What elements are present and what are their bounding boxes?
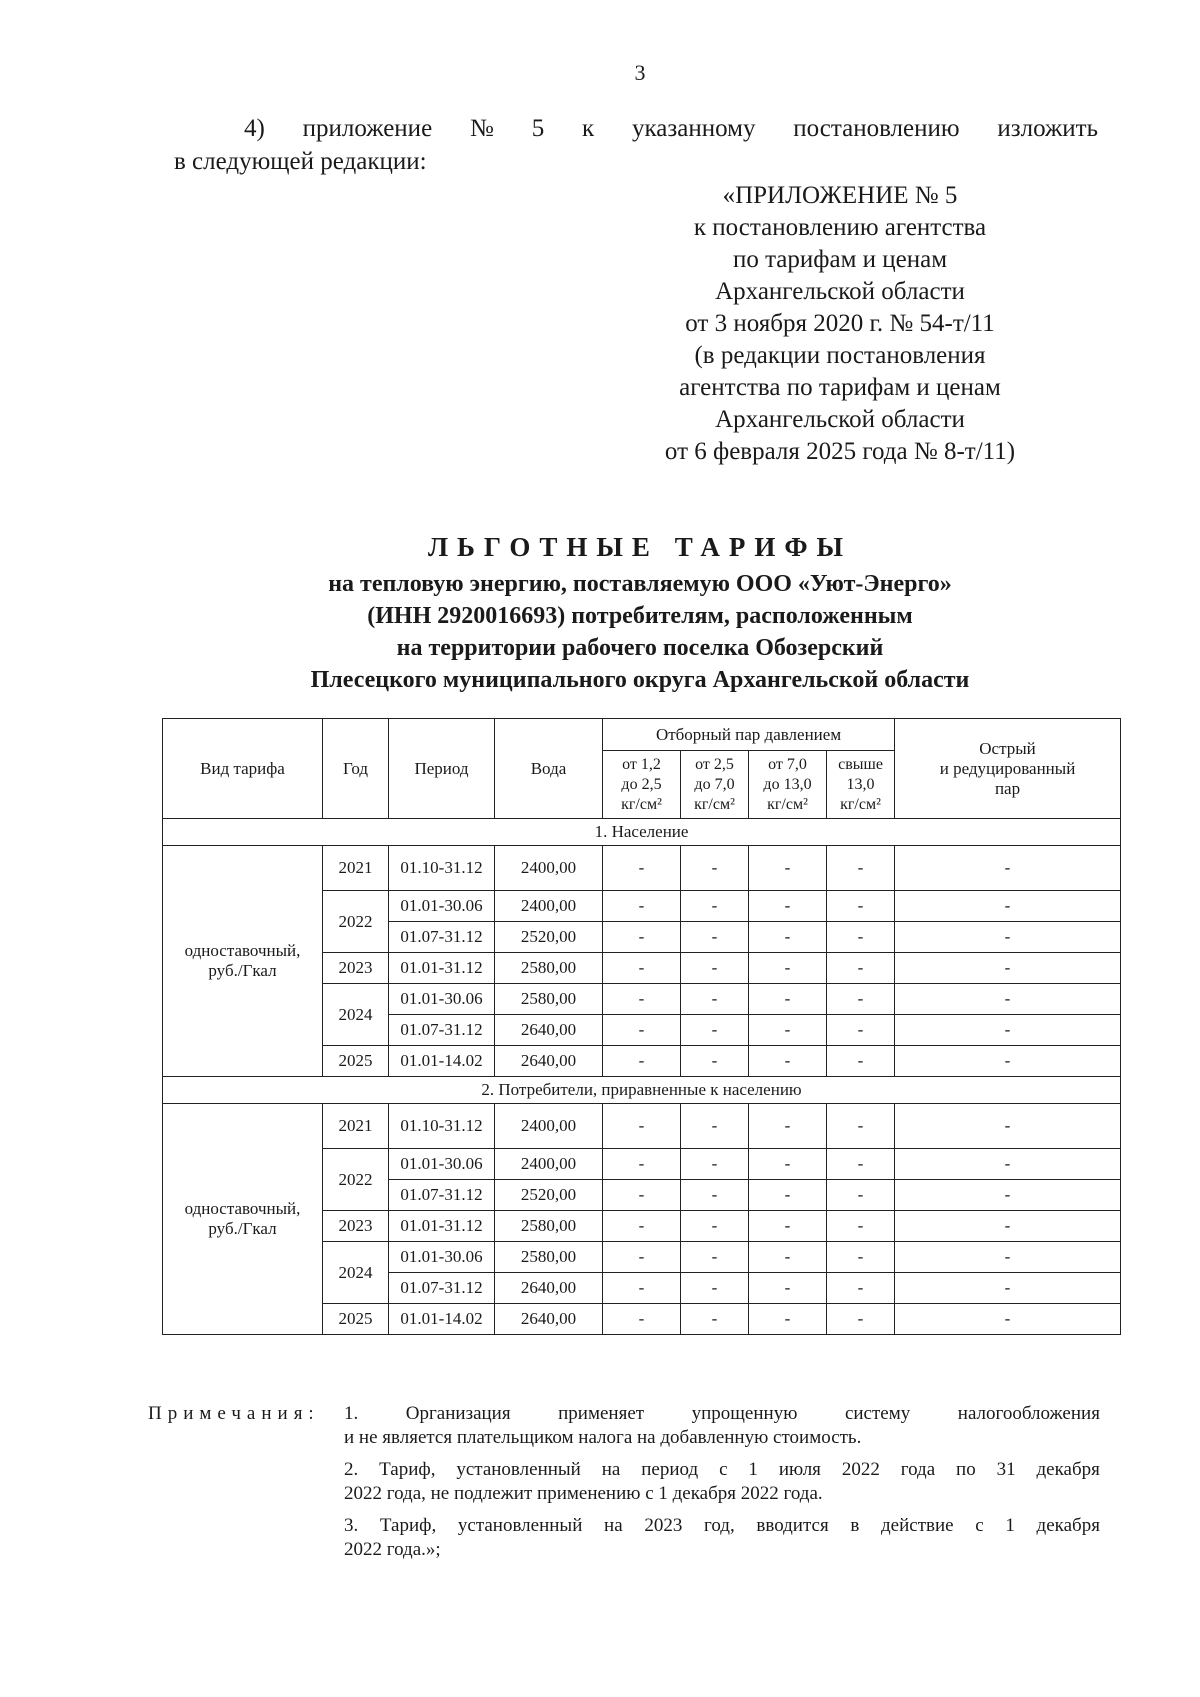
note-word: 2023 — [644, 1515, 683, 1536]
dash-cell: - — [681, 891, 749, 922]
dash-cell: - — [749, 1015, 827, 1046]
water-cell: 2400,00 — [495, 1104, 603, 1149]
intro-word: постановлению — [793, 115, 960, 142]
note-rest: 2022 года.»; — [344, 1539, 441, 1560]
intro-word: 4) — [244, 115, 265, 142]
dash-cell: - — [827, 984, 895, 1015]
tariff-type-line: одноставочный, — [184, 1199, 301, 1218]
dash-cell: - — [895, 891, 1121, 922]
note-word: в — [850, 1515, 860, 1536]
note-word: действие — [881, 1515, 954, 1536]
dash-cell: - — [749, 1180, 827, 1211]
dash-cell: - — [749, 1046, 827, 1077]
appendix-header — [600, 180, 1080, 468]
dash-cell: - — [749, 953, 827, 984]
header-steam-line: до 2,5 — [621, 775, 662, 793]
note-word: налогообложения — [957, 1403, 1100, 1424]
notes-list — [344, 1402, 1100, 1570]
note-word: декабря — [1036, 1459, 1100, 1480]
note-word: на — [601, 1459, 621, 1480]
dash-cell: - — [827, 1180, 895, 1211]
note-first-line — [344, 1402, 1100, 1426]
dash-cell: - — [827, 1242, 895, 1273]
dash-cell: - — [681, 984, 749, 1015]
dash-cell: - — [681, 953, 749, 984]
period-cell: 01.10-31.12 — [389, 1104, 495, 1149]
dash-cell: - — [827, 1015, 895, 1046]
appendix-line: агентства по тарифам и ценам — [679, 374, 1001, 401]
appendix-line: «ПРИЛОЖЕНИЕ № 5 — [722, 182, 958, 209]
note-first-line — [344, 1458, 1100, 1482]
notes-label: Примечания: — [148, 1403, 320, 1424]
dash-cell: - — [895, 1046, 1121, 1077]
water-cell: 2580,00 — [495, 1242, 603, 1273]
year-cell: 2023 — [323, 1211, 389, 1242]
section-row — [163, 819, 1121, 846]
dash-cell: - — [681, 1304, 749, 1335]
dash-cell: - — [603, 891, 681, 922]
dash-cell: - — [827, 1104, 895, 1149]
intro-line-2: в следующей редакции: — [174, 148, 427, 175]
appendix-line: к постановлению агентства — [693, 214, 987, 241]
period-cell: 01.07-31.12 — [389, 1273, 495, 1304]
note-word: 2. — [344, 1459, 359, 1480]
header-steam-line: 13,0 — [846, 775, 875, 793]
year-cell: 2024 — [323, 1242, 389, 1304]
dash-cell: - — [603, 1180, 681, 1211]
dash-cell: - — [603, 1015, 681, 1046]
dash-cell: - — [895, 1180, 1121, 1211]
note-word: период — [641, 1459, 699, 1480]
header-tariff-type: Вид тарифа — [163, 719, 323, 819]
water-cell: 2640,00 — [495, 1046, 603, 1077]
note-word: 31 — [996, 1459, 1016, 1480]
dash-cell: - — [895, 1149, 1121, 1180]
appendix-line: Архангельской области — [715, 278, 965, 305]
dash-cell: - — [749, 984, 827, 1015]
period-cell: 01.07-31.12 — [389, 922, 495, 953]
dash-cell: - — [895, 1242, 1121, 1273]
dash-cell: - — [603, 846, 681, 891]
title-sub-line: (ИНН 2920016693) потребителям, расположенным — [367, 603, 913, 629]
intro-word: 5 — [531, 115, 545, 142]
dash-cell: - — [895, 1104, 1121, 1149]
dash-cell: - — [749, 1104, 827, 1149]
dash-cell: - — [827, 1273, 895, 1304]
tariff-table — [162, 718, 1121, 1335]
tariff-table-body — [163, 819, 1121, 1335]
period-cell: 01.01-30.06 — [389, 1242, 495, 1273]
tariff-table-wrapper — [162, 718, 1120, 1335]
header-steam-2 — [681, 751, 749, 819]
header-steam-line: свыше — [838, 755, 883, 773]
intro-line-1 — [174, 112, 1098, 145]
header-steam-line: от 7,0 — [768, 755, 807, 773]
dash-cell: - — [603, 953, 681, 984]
water-cell: 2640,00 — [495, 1304, 603, 1335]
title-sub-line: Плесецкого муниципального округа Архангельской области — [310, 667, 970, 693]
table-row — [163, 1104, 1121, 1149]
note-word: Тариф, — [379, 1459, 436, 1480]
note-word: по — [956, 1459, 976, 1480]
year-cell: 2023 — [323, 953, 389, 984]
header-steam-line: от 1,2 — [622, 755, 661, 773]
header-period: Период — [389, 719, 495, 819]
period-cell: 01.10-31.12 — [389, 846, 495, 891]
appendix-line: по тарифам и ценам — [732, 246, 948, 273]
tariff-type-cell — [163, 846, 323, 1077]
note-word: вводится — [756, 1515, 829, 1536]
note-word: установленный — [457, 1515, 583, 1536]
dash-cell: - — [603, 922, 681, 953]
dash-cell: - — [749, 1242, 827, 1273]
dash-cell: - — [827, 1149, 895, 1180]
note-word: 1. — [344, 1403, 359, 1424]
header-steam-line: кг/см² — [840, 795, 881, 813]
dash-cell: - — [603, 1149, 681, 1180]
dash-cell: - — [603, 984, 681, 1015]
period-cell: 01.01-31.12 — [389, 1211, 495, 1242]
period-cell: 01.01-14.02 — [389, 1304, 495, 1335]
dash-cell: - — [827, 922, 895, 953]
dash-cell: - — [681, 1273, 749, 1304]
note-word: 1 — [748, 1459, 758, 1480]
dash-cell: - — [749, 1211, 827, 1242]
year-cell: 2022 — [323, 1149, 389, 1211]
section-row — [163, 1077, 1121, 1104]
dash-cell: - — [895, 953, 1121, 984]
header-steam-line: кг/см² — [694, 795, 735, 813]
section-title: 2. Потребители, приравненные к населению — [163, 1077, 1121, 1104]
year-cell: 2021 — [323, 846, 389, 891]
note-word: упрощенную — [691, 1403, 798, 1424]
dash-cell: - — [603, 1273, 681, 1304]
dash-cell: - — [603, 1046, 681, 1077]
section-title: 1. Население — [163, 819, 1121, 846]
dash-cell: - — [603, 1304, 681, 1335]
header-steam-line: кг/см² — [767, 795, 808, 813]
water-cell: 2520,00 — [495, 922, 603, 953]
title-main: ЛЬГОТНЫЕ ТАРИФЫ — [427, 532, 853, 562]
dash-cell: - — [749, 1273, 827, 1304]
header-water: Вода — [495, 719, 603, 819]
dash-cell: - — [681, 922, 749, 953]
header-steam-group: Отборный пар давлением — [603, 719, 895, 751]
water-cell: 2580,00 — [495, 984, 603, 1015]
dash-cell: - — [895, 1015, 1121, 1046]
dash-cell: - — [895, 846, 1121, 891]
header-sharp-steam-line: и редуцированный — [939, 758, 1076, 778]
period-cell: 01.07-31.12 — [389, 1180, 495, 1211]
document-title — [150, 530, 1130, 696]
dash-cell: - — [749, 922, 827, 953]
year-cell: 2021 — [323, 1104, 389, 1149]
dash-cell: - — [681, 1211, 749, 1242]
note-word: 3. — [344, 1515, 359, 1536]
tariff-type-line: руб./Гкал — [208, 961, 277, 980]
dash-cell: - — [895, 922, 1121, 953]
dash-cell: - — [749, 1304, 827, 1335]
tariff-type-line: одноставочный, — [184, 941, 301, 960]
dash-cell: - — [749, 846, 827, 891]
year-cell: 2025 — [323, 1304, 389, 1335]
dash-cell: - — [895, 1273, 1121, 1304]
period-cell: 01.07-31.12 — [389, 1015, 495, 1046]
title-sub-line: на тепловую энергию, поставляемую ООО «Уют-Энерго» — [328, 571, 952, 597]
water-cell: 2400,00 — [495, 1149, 603, 1180]
header-sharp-steam — [895, 719, 1121, 819]
note-first-line — [344, 1514, 1100, 1538]
dash-cell: - — [603, 1104, 681, 1149]
intro-paragraph — [174, 112, 1098, 178]
dash-cell: - — [827, 1211, 895, 1242]
dash-cell: - — [827, 1304, 895, 1335]
dash-cell: - — [681, 1104, 749, 1149]
period-cell: 01.01-30.06 — [389, 891, 495, 922]
note-word: с — [975, 1515, 984, 1536]
dash-cell: - — [603, 1211, 681, 1242]
note-word: Организация — [405, 1403, 511, 1424]
dash-cell: - — [681, 1015, 749, 1046]
year-cell: 2025 — [323, 1046, 389, 1077]
note-word: применяет — [558, 1403, 645, 1424]
note-rest: и не является плательщиком налога на добавленную стоимость. — [344, 1427, 862, 1448]
dash-cell: - — [681, 1242, 749, 1273]
water-cell: 2400,00 — [495, 891, 603, 922]
appendix-line: от 6 февраля 2025 года № 8-т/11) — [664, 438, 1016, 465]
header-steam-line: до 7,0 — [694, 775, 735, 793]
dash-cell: - — [895, 1211, 1121, 1242]
dash-cell: - — [749, 891, 827, 922]
note-item — [344, 1458, 1100, 1506]
intro-word: к — [582, 115, 595, 142]
water-cell: 2580,00 — [495, 953, 603, 984]
dash-cell: - — [827, 891, 895, 922]
note-item — [344, 1514, 1100, 1562]
dash-cell: - — [827, 1046, 895, 1077]
note-word: 2022 — [841, 1459, 880, 1480]
tariff-type-cell — [163, 1104, 323, 1335]
dash-cell: - — [681, 1180, 749, 1211]
year-cell: 2024 — [323, 984, 389, 1046]
period-cell: 01.01-30.06 — [389, 1149, 495, 1180]
header-steam-line: до 13,0 — [763, 775, 812, 793]
note-word: июля — [778, 1459, 821, 1480]
intro-word: № — [470, 115, 494, 142]
note-word: 1 — [1005, 1515, 1015, 1536]
header-sharp-steam-line: пар — [994, 778, 1021, 798]
title-sub-line: на территории рабочего поселка Обозерский — [396, 635, 884, 661]
intro-word: изложить — [997, 115, 1098, 142]
dash-cell: - — [895, 1304, 1121, 1335]
intro-word: указанному — [632, 115, 756, 142]
header-steam-line: от 2,5 — [695, 755, 734, 773]
water-cell: 2640,00 — [495, 1273, 603, 1304]
appendix-line: Архангельской области — [715, 406, 965, 433]
year-cell: 2022 — [323, 891, 389, 953]
water-cell: 2520,00 — [495, 1180, 603, 1211]
note-word: года — [900, 1459, 936, 1480]
note-word: систему — [844, 1403, 911, 1424]
header-steam-4 — [827, 751, 895, 819]
title-subtitle — [150, 568, 1130, 696]
appendix-line: (в редакции постановления — [694, 342, 986, 369]
note-word: Тариф, — [379, 1515, 437, 1536]
tariff-type-line: руб./Гкал — [208, 1219, 277, 1238]
dash-cell: - — [681, 846, 749, 891]
period-cell: 01.01-30.06 — [389, 984, 495, 1015]
appendix-line: от 3 ноября 2020 г. № 54-т/11 — [685, 310, 995, 337]
header-sharp-steam-line: Острый — [979, 738, 1036, 758]
note-word: год, — [704, 1515, 735, 1536]
dash-cell: - — [827, 953, 895, 984]
water-cell: 2580,00 — [495, 1211, 603, 1242]
header-steam-1 — [603, 751, 681, 819]
water-cell: 2640,00 — [495, 1015, 603, 1046]
dash-cell: - — [681, 1149, 749, 1180]
note-word: установленный — [456, 1459, 581, 1480]
intro-word: приложение — [302, 115, 433, 142]
table-row — [163, 846, 1121, 891]
dash-cell: - — [603, 1242, 681, 1273]
header-year: Год — [323, 719, 389, 819]
period-cell: 01.01-14.02 — [389, 1046, 495, 1077]
dash-cell: - — [895, 984, 1121, 1015]
note-word: декабря — [1036, 1515, 1100, 1536]
page-number: 3 — [634, 60, 646, 85]
dash-cell: - — [749, 1149, 827, 1180]
note-word: на — [604, 1515, 623, 1536]
header-steam-line: кг/см² — [621, 795, 662, 813]
note-word: с — [719, 1459, 728, 1480]
header-steam-3 — [749, 751, 827, 819]
dash-cell: - — [827, 846, 895, 891]
note-rest: 2022 года, не подлежит применению с 1 декабря 2022 года. — [344, 1483, 823, 1504]
dash-cell: - — [681, 1046, 749, 1077]
note-item — [344, 1402, 1100, 1450]
period-cell: 01.01-31.12 — [389, 953, 495, 984]
water-cell: 2400,00 — [495, 846, 603, 891]
